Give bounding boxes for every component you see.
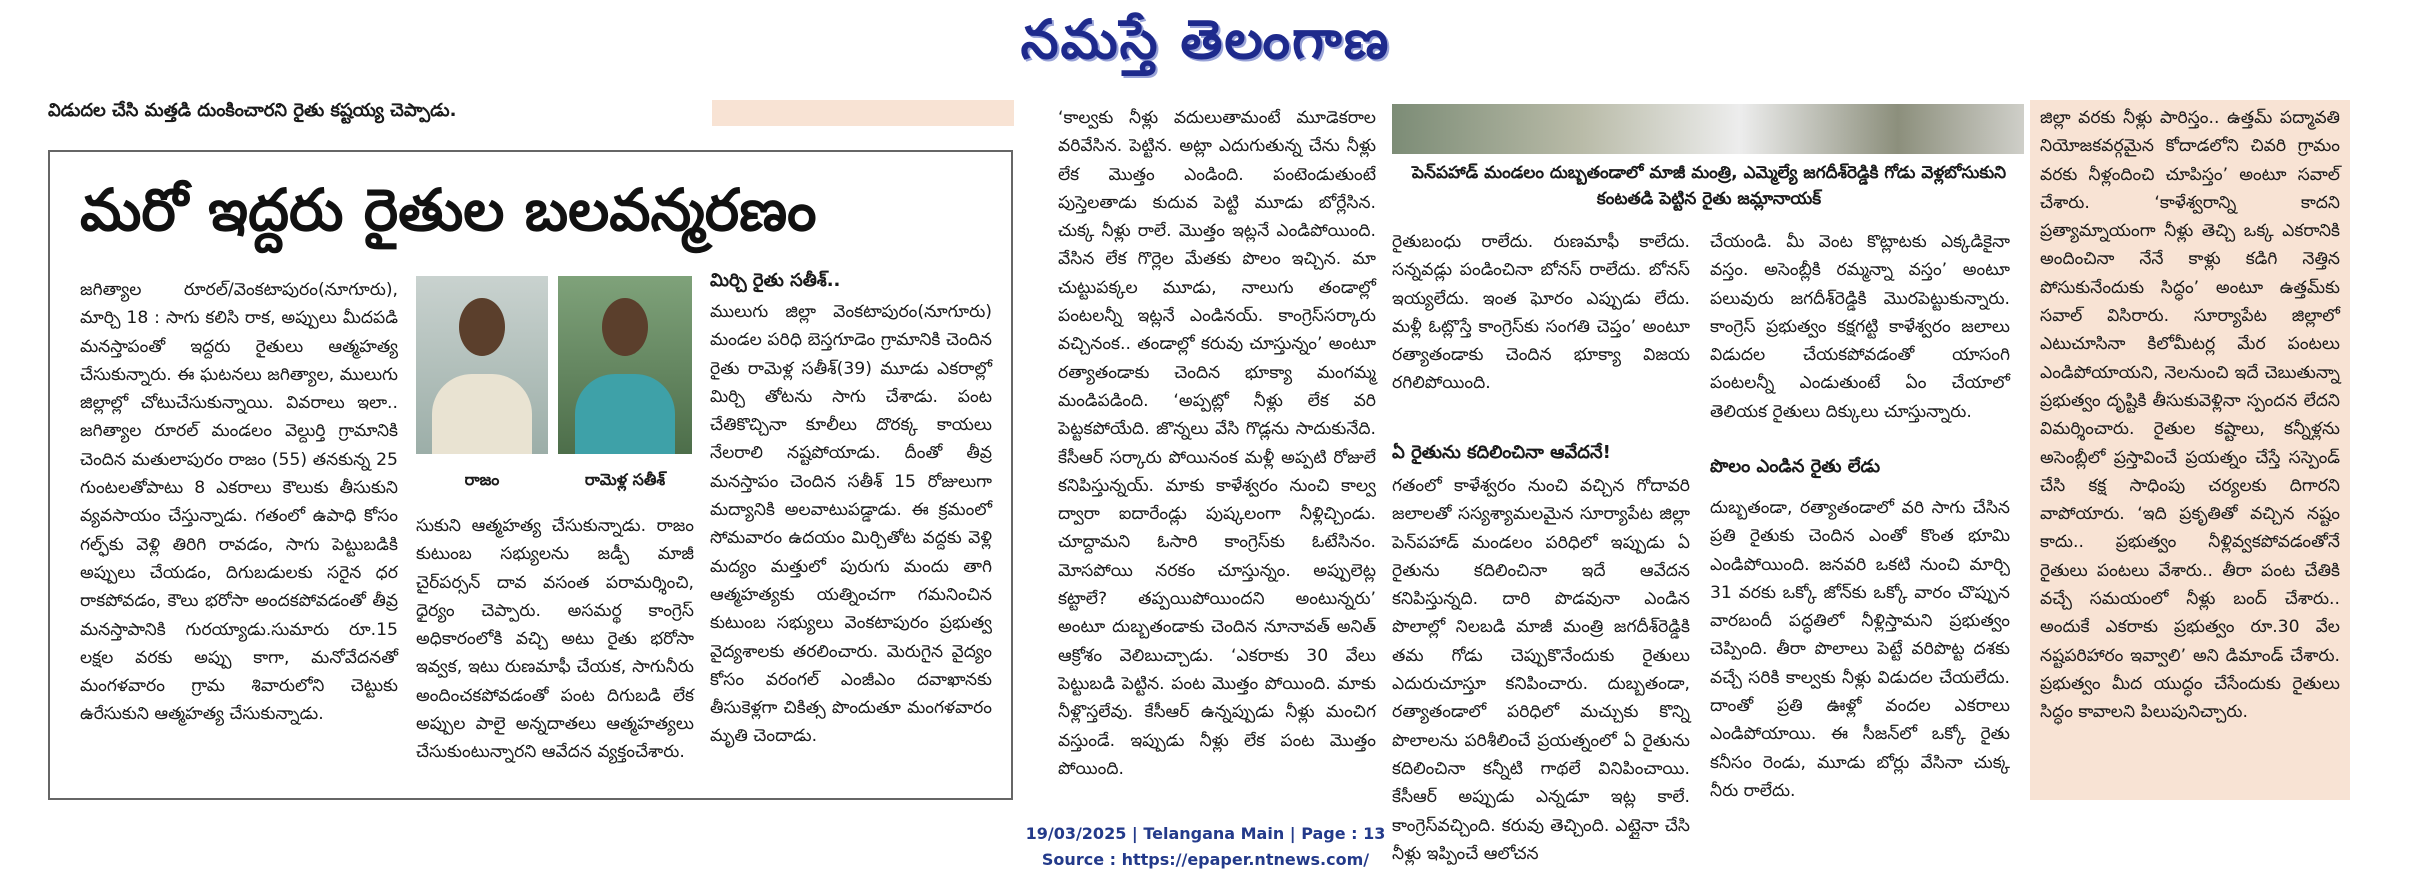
story2-column-4: జిల్లా వరకు నీళ్లు పారిస్తం.. ఉత్తమ్‌ పద్మావతి నియోజకవర్గమైన కోదాడలోని చివరి గ్రామం వరకు నీళ్లందించి చూపిస్తం’ అంటూ సవాల్‌ చేశారు. ‘కాళేశ్వరాన్ని కాదని ప్రత్యామ్నాయంగా నీళ్లు తెచ్చి ఒక్క ఎకరానికి అందించినా నేనే కాళ్లు కడిగి నెత్తిన పోసుకునేందుకు సిద్ధం’ అంటూ ఉత్తమ్‌కు సవాల్‌ విసిరారు. సూర్యాపేట జిల్లాలో ఎటుచూసినా కిలోమీటర్ల మేర పంటలు ఎండిపోయాయని, నెలనుంచి ఇదే చెబుతున్నా ప్రభుత్వం దృష్టికి తీసుకువెళ్లినా స్పందన లేదని విమర్శించారు. రైతుల కష్టాలు, కన్నీళ్లను అసెంబ్లీలో ప్రస్తావించే ప్రయత్నం చేస్తే సస్పెండ్‌ చేసి కక్ష సాధింపు చర్యలకు దిగారని వాపోయారు. ‘ఇది ప్రకృతితో వచ్చిన నష్టం కాదు.. ప్రభుత్వం నీళ్లివ్వకపోవడంతోనే రైతులు పంటలు వేశారు.. తీరా పంట చేతికి వచ్చే సమయంలో నీళ్లు బంద్‌ చేశారు.. అందుకే ఎకరాకు ప్రభుత్వం రూ.30 వేల నష్టపరిహారం ఇవ్వాలి’ అని డిమాండ్‌ చేశారు. ప్రభుత్వం మీద యుద్ధం చేసేందుకు రైతులు సిద్ధం కావాలని పిలుపునిచ్చారు. xyxy=(2040,108,2340,723)
story2-photo-caption: పెన్‌పహాడ్‌ మండలం దుబ్బతండాలో మాజీ మంత్రి, ఎమ్మెల్యే జగదీశ్‌రెడ్డికి గోడు వెళ్లబోసుకుని కంటతడి పెట్టిన రైతు జమ్లానాయక్‌ xyxy=(1411,163,2007,209)
article-box xyxy=(48,150,1013,800)
continued-line: విడుదల చేసి మత్తడి దుంకించారని రైతు కష్టయ్య చెప్పాడు. xyxy=(48,100,457,121)
story2-photo xyxy=(1392,104,2024,154)
article-headline: మరో ఇద్దరు రైతుల బలవన్మరణం xyxy=(80,176,817,244)
article-subhead: మిర్చి రైతు సతీశ్‌.. xyxy=(710,270,841,291)
farmer-photo-satish xyxy=(558,276,692,454)
story2-column-2: రైతుబంధు రాలేదు. రుణమాఫీ కాలేదు. సన్నవడ్లు పండించినా బోనస్‌ రాలేదు. బోనస్‌ ఇయ్యలేదు. ఇంత ఘోరం ఎప్పుడు లేదు. మళ్లీ ఓట్లొస్తే కాంగ్రెస్‌కు సంగతి చెప్తం’ అంటూ రత్యాతండాకు చెందిన భూక్యా విజయ రగిలిపోయింది. xyxy=(1392,232,1690,394)
footer-edition: 19/03/2025 | Telangana Main | Page : 13 xyxy=(1025,824,1386,843)
article-column-2: సుకుని ఆత్మహత్య చేసుకున్నాడు. రాజం కుటుంబ సభ్యులను జడ్పీ మాజీ చైర్‌పర్సన్‌ దావ వసంత పరామర్శించి, ధైర్యం చెప్పారు. అసమర్థ కాంగ్రెస్‌ అధికారంలోకి వచ్చి అటు రైతు భరోసా ఇవ్వక, ఇటు రుణమాఫీ చేయక, సాగునీరు అందించకపోవడంతో పంట దిగుబడి లేక అప్పుల పాలై అన్నదాతలు ఆత్మహత్యలు చేసుకుంటున్నారని ఆవేదన వ్యక్తంచేశారు. xyxy=(416,516,694,763)
story2-subhead-1: ఏ రైతును కదిలించినా ఆవేదనే! xyxy=(1392,442,1611,463)
footer-source: Source : https://epaper.ntnews.com/ xyxy=(1041,850,1370,869)
story2-column-3b: దుబ్బతండా, రత్యాతండాలో వరి సాగు చేసిన ప్రతి రైతుకు చెందిన ఎంతో కొంత భూమి ఎండిపోయింది. జనవరి ఒకటి నుంచి మార్చి 31 వరకు ఒక్కో జోన్‌కు ఒక్కో వారం చొప్పున వారబందీ పద్ధతిలో నీళ్లిస్తామని ప్రభుత్వం చెప్పింది. తీరా పొలాలు పెట్టే వరిపొట్ట దశకు వచ్చే సరికి కాల్వకు నీళ్లు విడుదల చేయలేదు. దాంతో ప్రతి ఊళ్లో వందల ఎకరాలు ఎండిపోయాయి. ఈ సీజన్‌లో ఒక్కో రైతు కనీసం రెండు, మూడు బోర్లు వేసినా చుక్క నీరు రాలేదు. xyxy=(1710,498,2010,801)
story2-column-1: ‘కాల్వకు నీళ్లు వదులుతామంటే మూడెకరాల వరివేసిన. పెట్టిన. అట్లా ఎదుగుతున్న చేను నీళ్లు లేక మొత్తం ఎండింది. పంటెండుతుంటే పుస్తెలతాడు కుదువ పెట్టి మూడు బోర్లేసిన. చుక్క నీళ్లు రాలే. మొత్తం ఇట్లనే ఎండిపోయింది. వేసిన లేక గొర్లెల మేతకు పొలం ఇచ్చిన. మా చుట్టుపక్కల మూడు, నాలుగు తండాల్లో పంటలన్నీ ఇట్లనే ఎండినయ్‌. కాంగ్రెస్‌సర్కారు వచ్చినంక.. తండాల్లో కరువు చూస్తున్నం’ అంటూ రత్యాతండాకు చెందిన భూక్యా మంగమ్మ మండిపడింది. ‘అప్పట్లో నీళ్లు లేక వరి పెట్టకపోయేది. జొన్నలు వేసి గొడ్లను సాదుకునేది. కేసీఆర్‌ సర్కారు పోయినంక మళ్లీ అప్పటి రోజులే కనిపిస్తున్నయ్‌. మాకు కాళేశ్వరం నుంచి కాల్వ ద్వారా ఐదారేండ్లు పుష్కలంగా నీళ్లిచ్చిండు. చూద్దామని ఓసారి కాంగ్రెస్‌కు ఓటేసినం. మోసపోయి నరకం చూస్తున్నం. అప్పులెట్ల కట్టాలే? తప్పయిపోయిందని అంటున్నరు’ అంటూ దుబ్బతండాకు చెందిన నూనావత్‌ అనిత్‌ ఆక్రోశం వెలిబుచ్చాడు. ‘ఎకరాకు 30 వేలు పెట్టుబడి పెట్టిన. పంట మొత్తం పోయింది. మాకు నీళ్లొస్తలేవు. కేసీఆర్‌ ఉన్నప్పుడు నీళ్లు మంచిగ వస్తుండే. ఇప్పుడు నీళ్లు లేక పంట మొత్తం పోయింది. xyxy=(1058,108,1376,779)
photo-caption-satish: రామెళ్ల సతీశ్‌ xyxy=(584,470,666,489)
ad-strip-top xyxy=(712,100,1014,126)
story2-column-3: చేయండి. మీ వెంట కొట్లాటకు ఎక్కడికైనా వస్తం. అసెంబ్లీకి రమ్మన్నా వస్తం’ అంటూ పలువురు జగదీశ్‌రెడ్డికి మొరపెట్టుకున్నారు. కాంగ్రెస్‌ ప్రభుత్వం కక్షగట్టి కాళేశ్వరం జలాలు విడుదల చేయకపోవడంతో యాసంగి పంటలన్నీ ఎండుతుంటే ఏం చేయాలో తెలియక రైతులు దిక్కులు చూస్తున్నారు. xyxy=(1710,232,2010,422)
article-column-3: ములుగు జిల్లా వెంకటాపురం(నూగూరు) మండల పరిధి బెస్తగూడెం గ్రామానికి చెందిన రైతు రామెళ్ల సతీశ్‌(39) మూడు ఎకరాల్లో మిర్చి తోటను సాగు చేశాడు. పంట చేతికొచ్చినా కూలీలు దొరక్క కాయలు నేలరాలి నష్టపోయాడు. దీంతో తీవ్ర మనస్తాపం చెందిన సతీశ్‌ 15 రోజులుగా మద్యానికి అలవాటుపడ్డాడు. ఈ క్రమంలో సోమవారం ఉదయం మిర్చితోట వద్దకు వెళ్లి మద్యం మత్తులో పురుగు మందు తాగి ఆత్మహత్యకు యత్నించగా గమనించిన కుటుంబ సభ్యులు వెంకటాపురం ప్రభుత్వ వైద్యశాలకు తరలించారు. మెరుగైన వైద్యం కోసం వరంగల్‌ ఎంజీఎం దవాఖానకు తీసుకెళ్లగా చికిత్స పొందుతూ మంగళవారం మృతి చెందాడు. xyxy=(710,302,992,747)
photo-caption-rajam: రాజం xyxy=(464,470,500,489)
farmer-photo-rajam xyxy=(416,276,548,454)
story2-column-2b: గతంలో కాళేశ్వరం నుంచి వచ్చిన గోదావరి జలాలతో సస్యశ్యామలమైన సూర్యాపేట జిల్లా పెన్‌పహాడ్‌ మండలం పరిధిలో ఇప్పుడు ఏ రైతును కదిలించినా ఇదే ఆవేదన కనిపిస్తున్నది. దారి పొడవునా ఎండిన పొలాల్లో నిలబడి మాజీ మంత్రి జగదీశ్‌రెడ్డికి తమ గోడు చెప్పుకొనేందుకు రైతులు ఎదురుచూస్తూ కనిపించారు. దుబ్బతండా, రత్యాతండాలో పరిధిలో మచ్చుకు కొన్ని పొలాలను పరిశీలించే ప్రయత్నంలో ఏ రైతును కదిలించినా కన్నీటి గాథలే వినిపించాయి. కేసీఆర్‌ అప్పుడు ఎన్నడూ ఇట్ల కాలే. కాంగ్రెస్‌వచ్చింది. కరువు తెచ్చింది. ఎట్లైనా చేసి నీళ్లు ఇప్పించే ఆలోచన xyxy=(1392,476,1690,864)
article-column-1: జగిత్యాల రూరల్‌/వెంకటాపురం(నూగూరు), మార్చి 18 : సాగు కలిసి రాక, అప్పులు మీదపడి మనస్తాపంతో ఇద్దరు రైతులు ఆత్మహత్య చేసుకున్నారు. ఈ ఘటనలు జగిత్యాల, ములుగు జిల్లాల్లో చోటుచేసుకున్నాయి. వివరాలు ఇలా.. జగిత్యాల రూరల్‌ మండలం వెల్దుర్తి గ్రామానికి చెందిన మతులాపురం రాజం (55) తనకున్న 25 గుంటలతోపాటు 8 ఎకరాలు కౌలుకు తీసుకుని వ్యవసాయం చేస్తున్నాడు. గతంలో ఉపాధి కోసం గల్ఫ్‌కు వెళ్లి తిరిగి రావడం, సాగు పెట్టుబడికి అప్పులు చేయడం, దిగుబడులకు సరైన ధర రాకపోవడం, కౌలు భరోసా అందకపోవడంతో తీవ్ర మనస్తాపానికి గురయ్యాడు.సుమారు రూ.15 లక్షల వరకు అప్పు కాగా, మనోవేదనతో మంగళవారం గ్రామ శివారులోని చెట్టుకు ఉరేసుకుని ఆత్మహత్య చేసుకున్నాడు. xyxy=(80,280,398,725)
masthead-logo: నమస్తే తెలంగాణ xyxy=(1020,7,1391,71)
story2-subhead-2: పొలం ఎండిన రైతు లేడు xyxy=(1710,456,1881,477)
